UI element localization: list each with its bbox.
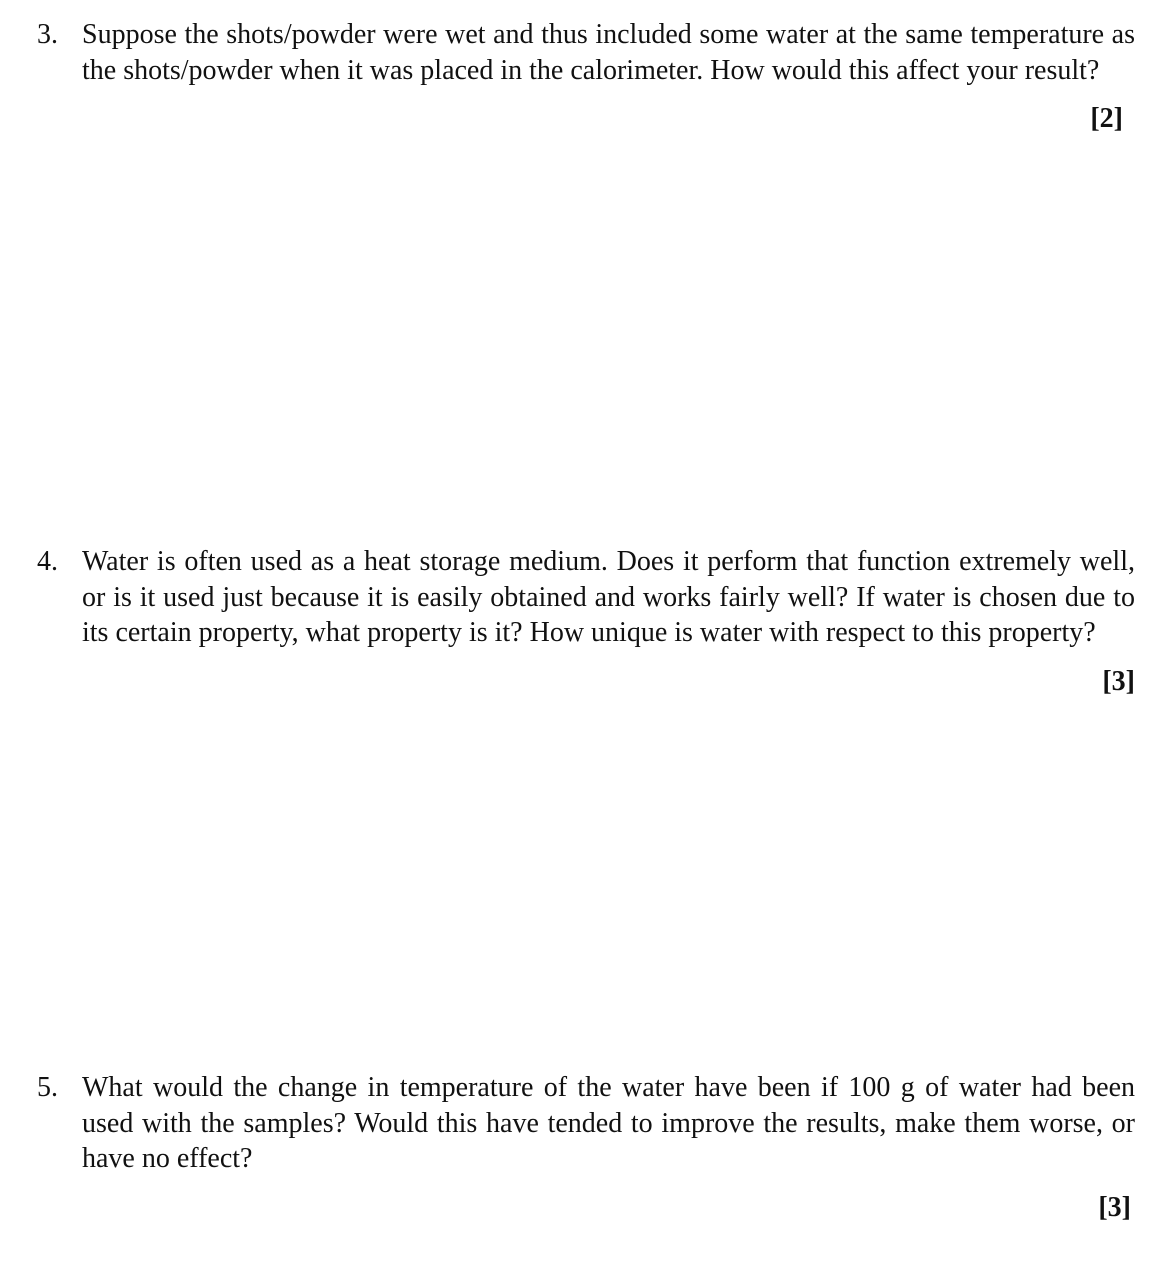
question-marks: [3] xyxy=(1098,1191,1131,1223)
question-5 xyxy=(37,1070,1135,1225)
question-3-body xyxy=(37,17,1135,88)
question-5-body xyxy=(37,1070,1135,1177)
question-marks: [3] xyxy=(1102,665,1135,697)
question-text: What would the change in temperature of the water have been if 100 g of water had been used with the samples? Would this have tended to improve the results, make them worse, or have no effect? xyxy=(82,1072,1135,1174)
question-4 xyxy=(37,544,1135,699)
question-text: Water is often used as a heat storage medium. Does it perform that function extremely well, or is it used just because it is easily obtained and works fairly well? If water is chosen due to its certain property, what property is it? How unique is water with respect to this property? xyxy=(82,546,1135,648)
question-4-body xyxy=(37,544,1135,651)
question-marks: [2] xyxy=(1090,103,1123,134)
question-number: 3. xyxy=(37,19,58,50)
question-number: 4. xyxy=(37,546,58,577)
question-number: 5. xyxy=(37,1072,58,1103)
question-3 xyxy=(37,17,1135,137)
question-text: Suppose the shots/powder were wet and thus included some water at the same temperature as the shots/powder when it was placed in the calorimeter. How would this affect your result? xyxy=(82,19,1135,86)
